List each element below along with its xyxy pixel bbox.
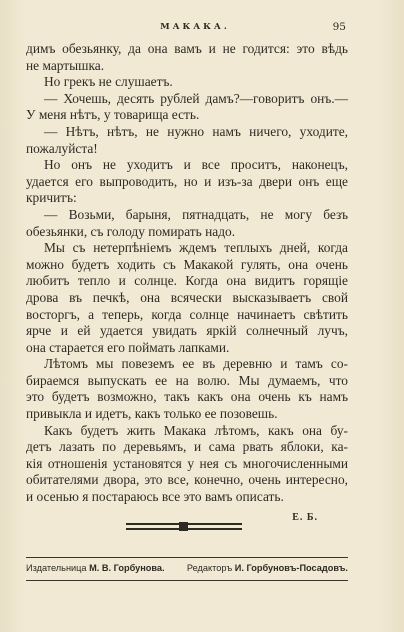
text-line: — Хочешь, десять рублей дамъ?—говоритъ онъ.— (44, 90, 348, 106)
publisher-credit (26, 563, 165, 573)
paragraph (26, 41, 348, 74)
footer-rule-top (26, 557, 348, 558)
text-line: можно будетъ ходить съ Макакой гулять, она очень (26, 256, 348, 272)
paragraph (26, 91, 348, 124)
text-line: кричитъ: (26, 190, 77, 206)
ornament-square-icon (179, 522, 188, 531)
text-line: — Возьми, барыня, пятнадцать, не могу безъ (44, 206, 348, 222)
text-line: обитателями двора, это все, конечно, очень интересно, (26, 472, 348, 488)
ornament-divider (126, 522, 242, 532)
text-line: обезьянки, съ голоду помирать надо. (26, 223, 236, 239)
paragraph (26, 356, 348, 422)
text-line: любитъ тепло и солнце. Когда она видитъ горящіе (26, 273, 348, 289)
imprint (26, 563, 348, 577)
body-text (26, 41, 348, 528)
paragraph (26, 240, 348, 356)
running-title: МАКАКА. (160, 22, 230, 32)
editor-label: Редакторъ (186, 563, 233, 573)
text-line: димъ обезьянку, да она вамъ и не годится: это вѣдь (26, 41, 348, 56)
text-line: Но онъ не уходитъ и все проситъ, наконецъ, (44, 157, 348, 173)
text-line: не мартышка. (26, 57, 105, 73)
paragraph (26, 124, 348, 157)
text-line: Какъ будетъ жить Макака лѣтомъ, какъ она бу- (44, 422, 348, 438)
page-number: 95 (332, 21, 346, 33)
text-line: удается его выпроводить, но и изъ-за двери онъ еще (26, 173, 348, 189)
text-line: дрова въ печкѣ, она всячески высказываетъ свой (26, 289, 348, 305)
text-line: и осенью я постараюсь все это вамъ описать. (26, 489, 284, 505)
text-line: бираемся выпускать ее на волю. Мы думаемъ, что (26, 372, 348, 388)
text-line: это будетъ возможно, такъ какъ она очень къ намъ (26, 389, 348, 405)
text-line: У меня нѣтъ, у товарища есть. (26, 107, 200, 123)
editor-name: И. Горбуновъ-Посадовъ. (234, 563, 348, 573)
paragraph (26, 207, 348, 240)
text-line: детъ лазать по деревьямъ, и сама рвать яблоки, ка- (26, 439, 348, 455)
text-line: Лѣтомъ мы повеземъ ее въ деревню и тамъ со- (44, 356, 348, 372)
text-line: Мы съ нетерпѣніемъ ждемъ теплыхъ дней, когда (44, 240, 348, 256)
publisher-label: Издательница (26, 563, 87, 573)
text-line: привыкла и идетъ, какъ только ее позовешь. (26, 406, 278, 422)
text-line: кія отношенія установятся у нея съ многочисленными (26, 455, 348, 471)
paragraph (26, 157, 348, 207)
text-line: восторгъ, а теперь, когда солнце начинаетъ свѣтить (26, 306, 348, 322)
paragraph (26, 74, 348, 91)
publisher-name: М. В. Горбунова. (89, 563, 165, 573)
author-signature: Е. Б. (292, 511, 318, 523)
paragraph (26, 423, 348, 506)
text-line: она старается его поймать лапками. (26, 339, 230, 355)
text-line: ярче и ей удается увидать яркій солнечный лучъ, (26, 323, 348, 339)
text-line: — Нѣтъ, нѣтъ, не нужно намъ ничего, уходите, (44, 123, 348, 139)
page-header (44, 22, 346, 38)
editor-credit (187, 563, 348, 573)
text-line: пожалуйста! (26, 140, 98, 156)
text-line: Но грекъ не слушаетъ. (44, 74, 173, 90)
footer-rule-bottom (26, 580, 348, 581)
